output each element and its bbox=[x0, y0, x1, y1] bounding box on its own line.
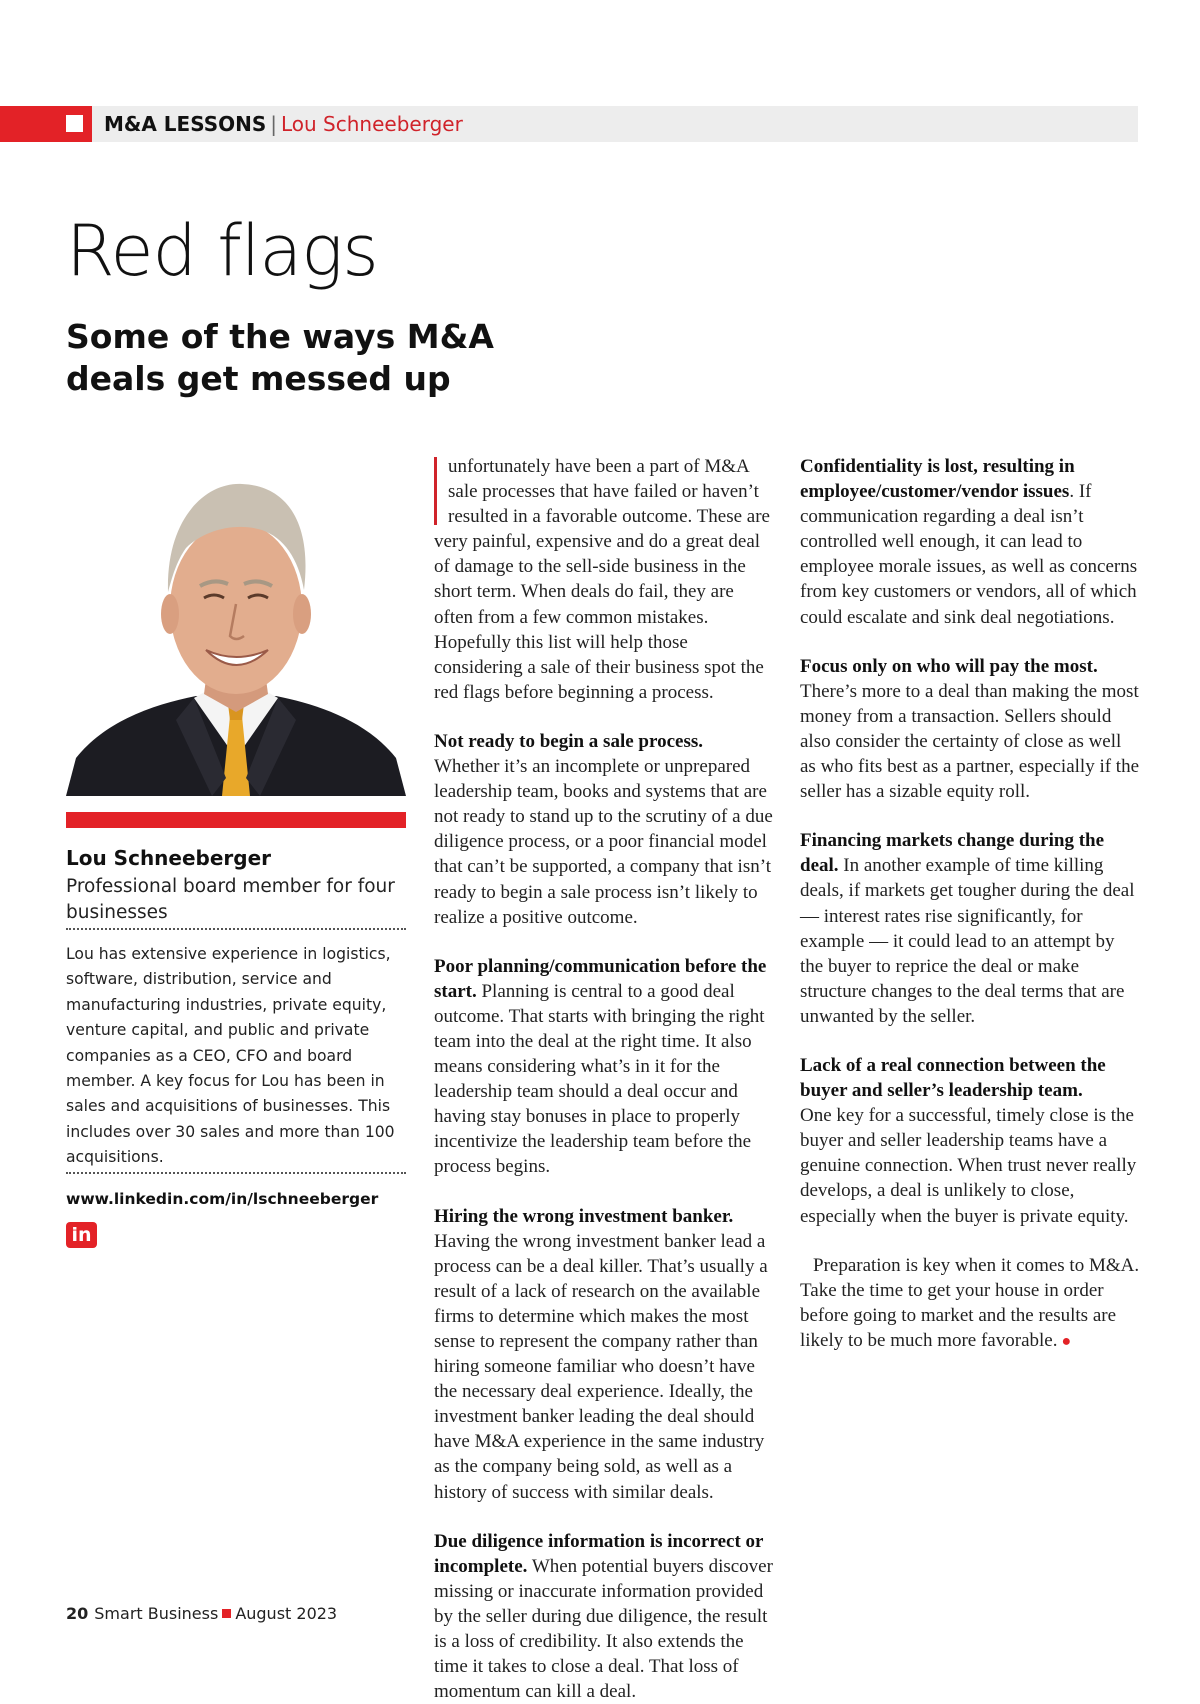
section-body: One key for a successful, timely close is the buyer and seller leadership teams have a genuine connection. When trust never really develops, a deal is unlikely to close, especially when the buyer is private equity. bbox=[800, 1105, 1137, 1227]
header-square-icon bbox=[66, 115, 83, 132]
section-poor-planning bbox=[434, 954, 774, 1180]
drop-cap-i bbox=[434, 457, 437, 525]
section-heading: Hiring the wrong investment banker. bbox=[434, 1205, 734, 1227]
linkedin-icon[interactable]: in bbox=[66, 1222, 97, 1248]
bio-name: Lou Schneeberger bbox=[66, 846, 272, 870]
section-pay-most bbox=[800, 654, 1140, 805]
linkedin-url-link[interactable]: www.linkedin.com/in/lschneeberger bbox=[66, 1190, 379, 1208]
section-body: In another example of time killing deals, if markets get tougher during the deal — interest rates rise significantly, for example — it could lead to an attempt by the buyer to reprice the deal or make structure changes to the deal terms that are unwanted by the seller. bbox=[800, 855, 1135, 1027]
page-number: 20 bbox=[66, 1604, 89, 1623]
bio-role: Professional board member for four businesses bbox=[66, 876, 395, 923]
article-title: Red flags bbox=[66, 210, 378, 292]
end-mark-icon: ● bbox=[1061, 1332, 1072, 1350]
section-heading: Financing markets change during the deal. bbox=[800, 830, 1105, 877]
article-closing bbox=[800, 1253, 1140, 1354]
article-intro bbox=[434, 454, 774, 705]
page-footer bbox=[66, 1604, 337, 1623]
section-heading: Lack of a real connection between the buyer and seller’s leadership team. bbox=[800, 1054, 1106, 1102]
section-heading: Not ready to begin a sale process. bbox=[434, 730, 703, 752]
article-subtitle: Some of the ways M&A deals get messed up bbox=[66, 317, 494, 398]
section-confidentiality bbox=[800, 454, 1140, 630]
article-column-2 bbox=[800, 454, 1140, 1354]
section-due-diligence bbox=[434, 1529, 774, 1704]
section-body: There’s more to a deal than making the most money from a transaction. Sellers should also consider the certainty of close as well as who fits best as a partner, especially if the seller has a sizable equity roll. bbox=[800, 680, 1140, 803]
section-body: Planning is central to a good deal outcome. That starts with bringing the right team into the deal at the right time. It also means considering what’s in it for the leadership team should a deal occur and having stay bonuses in place to properly incentivize the leadership team before the process begins. bbox=[434, 980, 765, 1178]
publication-name: Smart Business bbox=[94, 1604, 219, 1623]
section-wrong-banker bbox=[434, 1204, 774, 1505]
section-connection bbox=[800, 1053, 1140, 1229]
bio-divider bbox=[66, 1172, 406, 1174]
section-heading: Confidentiality is lost, resulting in employee/customer/vendor issues bbox=[800, 456, 1075, 503]
article-column-1 bbox=[434, 454, 774, 1704]
section-not-ready bbox=[434, 729, 774, 930]
section-body: Whether it’s an incomplete or unprepared leadership team, books and systems that are not ready to stand up to the scrutiny of a due diligence process, or a poor financial model that can’t be supported, a company that isn’t ready to begin a sale process isn’t likely to realize a positive outcome. bbox=[434, 756, 773, 928]
section-financing-markets bbox=[800, 828, 1140, 1029]
intro-text: unfortunately have been a part of M&A sale processes that have failed or haven’t resulted in a favorable outcome. These are very painful, expensive and do a great deal of damage to the sell-side business in the short term. When deals do fail, they are often from a few common mistakes. Hopefully this list will help those considering a sale of their business spot the red flags before beginning a process. bbox=[434, 456, 770, 703]
section-body: Having the wrong investment banker lead a process can be a deal killer. That’s usually a result of a lack of research on the available firms to determine which makes the most sense to represent the company rather than hiring someone familiar who doesn’t have the necessary deal experience. Ideally, the investment banker leading the deal should have M&A experience in the same industry as the company being sold, as well as a history of success with similar deals. bbox=[434, 1230, 768, 1503]
section-heading: Poor planning/communication before the start. bbox=[434, 955, 767, 1002]
section-heading: Focus only on who will pay the most. bbox=[800, 655, 1098, 677]
sidebar-red-bar bbox=[66, 812, 406, 828]
closing-text: Preparation is key when it comes to M&A. Take the time to get your house in order before going to market and the results are likely to be much more favorable. bbox=[800, 1254, 1140, 1351]
section-separator: | bbox=[270, 112, 277, 136]
bio-divider bbox=[66, 928, 406, 930]
section-header bbox=[104, 110, 463, 138]
bio-description: Lou has extensive experience in logistics, software, distribution, service and manufacturing industries, private equity, venture capital, and public and private companies as a CEO, CFO and board member. A key focus for Lou has been in sales and acquisitions of businesses. This includes over 30 sales and more than 100 acquisitions. bbox=[66, 945, 395, 1167]
author-portrait bbox=[66, 458, 406, 796]
section-body: . If communication regarding a deal isn’t controlled well enough, it can lead to employee morale issues, as well as concerns from key customers or vendors, all of which could escalate and sink deal negotiations. bbox=[800, 481, 1138, 628]
section-label: M&A LESSONS bbox=[104, 112, 267, 136]
section-heading: Due diligence information is incorrect or incomplete. bbox=[434, 1530, 764, 1577]
section-body: When potential buyers discover missing or inaccurate information provided by the seller during due diligence, the result is a loss of credibility. It also extends the time it takes to close a deal. That loss of momentum can kill a deal. bbox=[434, 1555, 773, 1703]
issue-date: August 2023 bbox=[235, 1604, 338, 1623]
footer-square-icon bbox=[222, 1609, 231, 1618]
section-author: Lou Schneeberger bbox=[281, 112, 463, 136]
